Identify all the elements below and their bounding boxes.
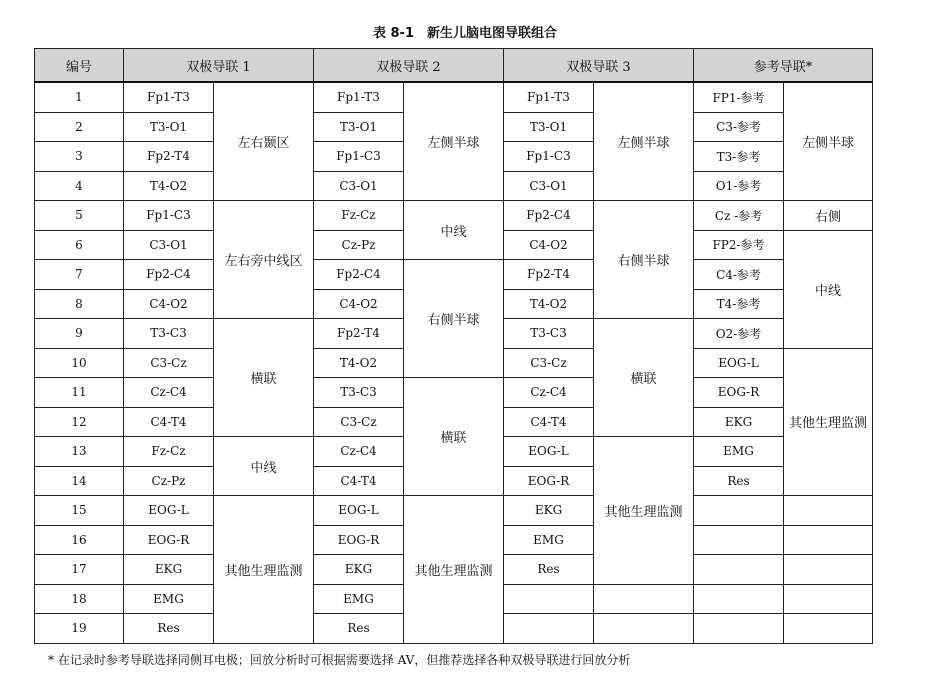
table-row: [35, 82, 873, 112]
table-caption: 表 8-1 新生儿脑电图导联组合: [372, 26, 557, 41]
bipolar-2-group: 其他生理监测: [404, 496, 504, 644]
reference-lead: EOG-L: [694, 348, 784, 378]
bipolar-3-lead: [504, 584, 594, 614]
bipolar-3-lead: Fp2-C4: [504, 201, 594, 231]
table-footnote: * 在记录时参考导联选择同侧耳电极；回放分析时可根据需要选择 AV，但推荐选择各种双极导联进行回放分析: [48, 653, 631, 667]
reference-lead: T3-参考: [694, 142, 784, 172]
reference-group: [784, 614, 873, 644]
bipolar-3-group: [594, 584, 694, 614]
reference-group: 中线: [784, 230, 873, 348]
reference-lead: [694, 614, 784, 644]
header-bipolar-1: 双极导联 1: [124, 49, 314, 83]
bipolar-3-lead: Fp1-T3: [504, 82, 594, 112]
reference-lead: EMG: [694, 437, 784, 467]
bipolar-1-group: 其他生理监测: [214, 496, 314, 644]
header-row: [35, 49, 873, 83]
bipolar-1-lead: EKG: [124, 555, 214, 585]
bipolar-3-lead: EMG: [504, 525, 594, 555]
bipolar-1-lead: T4-O2: [124, 171, 214, 201]
bipolar-3-group: 其他生理监测: [594, 437, 694, 585]
bipolar-3-lead: EOG-R: [504, 466, 594, 496]
reference-lead: T4-参考: [694, 289, 784, 319]
reference-group: 左侧半球: [784, 82, 873, 201]
bipolar-2-lead: T3-C3: [314, 378, 404, 408]
montage-table: [34, 48, 873, 644]
bipolar-1-lead: Cz-C4: [124, 378, 214, 408]
table-row: [35, 201, 873, 231]
row-number: 18: [35, 584, 124, 614]
bipolar-2-lead: C3-O1: [314, 171, 404, 201]
bipolar-2-lead: EMG: [314, 584, 404, 614]
row-number: 17: [35, 555, 124, 585]
bipolar-2-lead: Fp2-C4: [314, 260, 404, 290]
reference-lead: [694, 584, 784, 614]
bipolar-1-group: 中线: [214, 437, 314, 496]
bipolar-3-lead: Cz-C4: [504, 378, 594, 408]
table-row: [35, 378, 873, 408]
bipolar-3-lead: C4-O2: [504, 230, 594, 260]
reference-lead: Cz -参考: [694, 201, 784, 231]
bipolar-2-lead: Fp1-T3: [314, 82, 404, 112]
table-row: [35, 496, 873, 526]
reference-lead: O1-参考: [694, 171, 784, 201]
row-number: 5: [35, 201, 124, 231]
bipolar-1-lead: Fp2-T4: [124, 142, 214, 172]
reference-lead: FP2-参考: [694, 230, 784, 260]
row-number: 9: [35, 319, 124, 349]
bipolar-2-lead: Cz-C4: [314, 437, 404, 467]
bipolar-1-group: 左右颞区: [214, 82, 314, 201]
bipolar-2-lead: T3-O1: [314, 112, 404, 142]
header-bipolar-2: 双极导联 2: [314, 49, 504, 83]
bipolar-2-lead: Cz-Pz: [314, 230, 404, 260]
bipolar-1-lead: C3-O1: [124, 230, 214, 260]
bipolar-1-lead: Cz-Pz: [124, 466, 214, 496]
row-number: 16: [35, 525, 124, 555]
bipolar-1-lead: EOG-R: [124, 525, 214, 555]
bipolar-3-lead: Fp2-T4: [504, 260, 594, 290]
row-number: 1: [35, 82, 124, 112]
bipolar-3-lead: C3-O1: [504, 171, 594, 201]
bipolar-2-group: 右侧半球: [404, 260, 504, 378]
bipolar-2-lead: EKG: [314, 555, 404, 585]
reference-group: [784, 496, 873, 526]
bipolar-3-lead: EOG-L: [504, 437, 594, 467]
bipolar-3-group: 左侧半球: [594, 82, 694, 201]
bipolar-2-lead: C4-T4: [314, 466, 404, 496]
bipolar-3-lead: T3-O1: [504, 112, 594, 142]
reference-group: 右侧: [784, 201, 873, 231]
reference-group: 其他生理监测: [784, 348, 873, 496]
row-number: 10: [35, 348, 124, 378]
row-number: 13: [35, 437, 124, 467]
reference-lead: O2-参考: [694, 319, 784, 349]
bipolar-2-lead: T4-O2: [314, 348, 404, 378]
bipolar-3-group: 右侧半球: [594, 201, 694, 319]
row-number: 15: [35, 496, 124, 526]
reference-lead: Res: [694, 466, 784, 496]
bipolar-1-lead: Res: [124, 614, 214, 644]
bipolar-3-lead: C4-T4: [504, 407, 594, 437]
bipolar-1-lead: Fp1-T3: [124, 82, 214, 112]
reference-lead: EKG: [694, 407, 784, 437]
bipolar-1-group: 横联: [214, 319, 314, 437]
row-number: 11: [35, 378, 124, 408]
header-number: 编号: [35, 49, 124, 83]
row-number: 7: [35, 260, 124, 290]
reference-lead: EOG-R: [694, 378, 784, 408]
reference-lead: [694, 555, 784, 585]
reference-lead: [694, 496, 784, 526]
bipolar-2-lead: EOG-R: [314, 525, 404, 555]
row-number: 6: [35, 230, 124, 260]
bipolar-3-lead: Res: [504, 555, 594, 585]
bipolar-1-lead: C4-T4: [124, 407, 214, 437]
bipolar-1-lead: C4-O2: [124, 289, 214, 319]
bipolar-3-lead: Fp1-C3: [504, 142, 594, 172]
row-number: 3: [35, 142, 124, 172]
bipolar-2-lead: Fz-Cz: [314, 201, 404, 231]
bipolar-3-lead: C3-Cz: [504, 348, 594, 378]
bipolar-2-group: 左侧半球: [404, 82, 504, 201]
table-row: [35, 260, 873, 290]
bipolar-2-lead: Res: [314, 614, 404, 644]
bipolar-1-lead: T3-O1: [124, 112, 214, 142]
header-bipolar-3: 双极导联 3: [504, 49, 694, 83]
bipolar-1-lead: Fz-Cz: [124, 437, 214, 467]
reference-lead: [694, 525, 784, 555]
bipolar-2-group: 横联: [404, 378, 504, 496]
reference-lead: FP1-参考: [694, 82, 784, 112]
bipolar-3-lead: T3-C3: [504, 319, 594, 349]
bipolar-1-lead: EOG-L: [124, 496, 214, 526]
bipolar-3-group: 横联: [594, 319, 694, 437]
row-number: 14: [35, 466, 124, 496]
reference-lead: C3-参考: [694, 112, 784, 142]
reference-group: [784, 525, 873, 555]
bipolar-3-lead: EKG: [504, 496, 594, 526]
reference-group: [784, 555, 873, 585]
reference-group: [784, 584, 873, 614]
bipolar-2-lead: C3-Cz: [314, 407, 404, 437]
bipolar-2-lead: EOG-L: [314, 496, 404, 526]
bipolar-2-lead: Fp1-C3: [314, 142, 404, 172]
bipolar-2-group: 中线: [404, 201, 504, 260]
bipolar-1-lead: C3-Cz: [124, 348, 214, 378]
bipolar-1-group: 左右旁中线区: [214, 201, 314, 319]
row-number: 8: [35, 289, 124, 319]
bipolar-1-lead: Fp2-C4: [124, 260, 214, 290]
row-number: 2: [35, 112, 124, 142]
bipolar-3-group: [594, 614, 694, 644]
row-number: 4: [35, 171, 124, 201]
bipolar-2-lead: Fp2-T4: [314, 319, 404, 349]
bipolar-3-lead: T4-O2: [504, 289, 594, 319]
bipolar-1-lead: T3-C3: [124, 319, 214, 349]
bipolar-2-lead: C4-O2: [314, 289, 404, 319]
row-number: 19: [35, 614, 124, 644]
row-number: 12: [35, 407, 124, 437]
header-reference: 参考导联*: [694, 49, 873, 83]
bipolar-1-lead: EMG: [124, 584, 214, 614]
bipolar-3-lead: [504, 614, 594, 644]
reference-lead: C4-参考: [694, 260, 784, 290]
bipolar-1-lead: Fp1-C3: [124, 201, 214, 231]
